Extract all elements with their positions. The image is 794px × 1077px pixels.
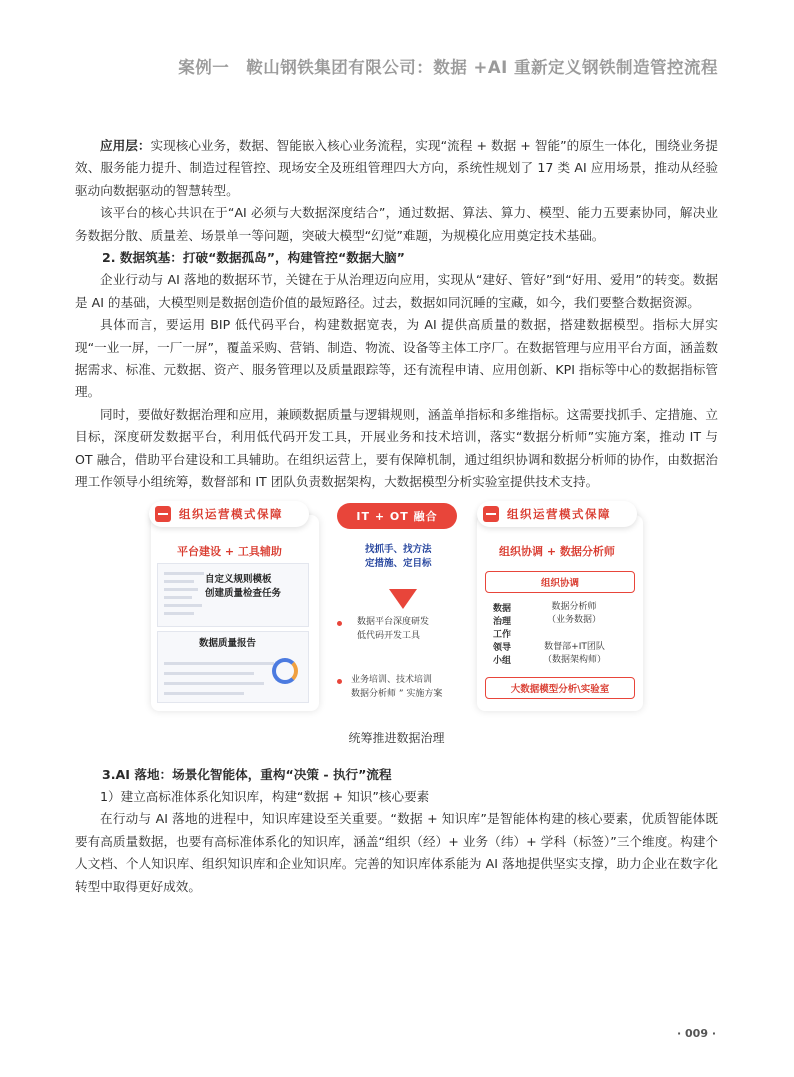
app-layer-text: 实现核心业务，数据、智能嵌入核心业务流程，实现“流程 + 数据 + 智能”的原生一体化，围绕业务提效、服务能力提升、制造过程管控、现场安全及班组管理四大方向，系统性规划了 17 类 AI 应用场景，推动从经验驱动向数据驱动的智慧转型。 [75,138,718,198]
sheet-line [164,612,194,615]
quality-report-callout: 数据质量报告 [199,637,257,649]
training-line: 业务培训、技术培训 [351,674,433,685]
governance-group-label [493,603,511,668]
main-content [75,135,718,898]
right-panel [477,506,643,711]
governance-char: 治理 [493,616,512,627]
training-text [351,673,442,701]
sheet-line [164,596,192,599]
left-panel [151,506,319,711]
org-coordination-box: 组织协调 [485,571,635,593]
subsection-heading: 1）建立高标准体系化知识库，构建“数据 + 知识”核心要素 [100,788,430,804]
left-header-text: 组织运营模式保障 [179,506,283,521]
sheet-line [164,588,198,591]
sheet-line [164,580,194,583]
paragraph-app-layer [75,135,718,202]
app-layer-label: 应用层： [100,138,151,153]
group-line: （数据架构师） [543,654,607,665]
sheet-line [164,572,204,575]
sheet-line [164,682,264,685]
paragraph-data-governance: 同时，要做好数据治理和应用，兼顾数据质量与逻辑规则，涵盖单指标和多维指标。这需要找抓手、定措施、立目标，深度研发数据平台，利用低代码开发工具，开展业务和技术培训，落实“数据分析师”实施方案，推动 IT 与 OT 融合，借助平台建设和工具辅助。在组织运营上，要有保障机制，通过组织协调和数据分析师的协作，由数据治理工作领导小组统筹，数督部和 IT 团队负责数据架构，大数据模型分析实验室提供技术支持。 [75,406,718,490]
right-panel-header [477,501,637,527]
down-arrow-icon [389,589,417,609]
panel-icon [483,506,499,522]
group-line: 数据分析师 [551,601,597,612]
paragraph-consensus: 该平台的核心共识在于“AI 必须与大数据深度结合”，通过数据、算法、算力、模型、能力五要素协同，解决业务数据分散、质量差、场景单一等问题，突破大模型“幻觉”难题，为规模化应用奠定技术基础。 [75,205,718,243]
paragraph-bip-platform: 具体而言，要运用 BIP 低代码平台，构建数据宽表，为 AI 提供高质量的数据，搭建数据模型。指标大屏实现“一业一屏，一厂一屏”，覆盖采购、营销、制造、物流、设备等主体工序厂。在数据管理与应用平台方面，涵盖数据需求、标准、元数据、资产、服务管理以及质量跟踪等，还有流程申请、应用创新、KPI 指标等中心的数据指标管理。 [75,317,718,400]
callout-line: 自定义规则模板 [205,573,272,585]
paragraph-data-link: 企业行动与 AI 落地的数据环节，关键在于从治理迈向应用，实现从“建好、管好”到“好用、爱用”的转变。数据是 AI 的基础，大模型则是数据创造价值的最短路径。过去，数据如同沉睡的宝藏，如今，我们要整合数据资源。 [75,272,718,310]
rule-template-callout [205,573,281,601]
left-subtitle: 平台建设 + 工具辅助 [177,544,282,558]
measures-text [365,543,432,571]
left-panel-header [149,501,309,527]
governance-char: 领导 [493,642,512,653]
right-subtitle: 组织协调 + 数据分析师 [499,544,615,558]
bullet-dot [337,621,342,626]
big-data-lab-box: 大数据模型分析\实验室 [485,677,635,699]
governance-char: 工作 [493,629,512,640]
bullet-dot [337,679,342,684]
sheet-line [164,692,244,695]
donut-chart-icon [272,658,298,684]
governance-figure [75,507,718,707]
it-team-group [543,641,606,667]
panel-icon [155,506,171,522]
running-header: 案例一 鞍山钢铁集团有限公司：数据 +AI 重新定义钢铁制造管控流程 [178,58,718,77]
platform-dev-text [357,615,429,643]
measures-line: 定措施、定目标 [365,557,432,569]
page-number: · 009 · [677,1027,716,1040]
group-line: （业务数据） [547,614,602,625]
governance-char: 数据 [493,603,512,614]
paragraph-knowledge-base: 在行动与 AI 落地的进程中，知识库建设至关重要。“数据 + 知识库”是智能体构建的核心要素，优质智能体既要有高质量数据，也要有高标准体系化的知识库，涵盖“组织（经）+ 业务（纬）+ 学科（标签）”三个维度。构建个人文档、个人知识库、组织知识库和企业知识库。完善的知识库体系能为 AI 落地提供坚实支撑，助力企业在数字化转型中取得更好成效。 [75,811,718,894]
section-heading-3: 3.AI 落地：场景化智能体，重构“决策 - 执行”流程 [102,766,392,782]
measures-line: 找抓手、找方法 [365,543,432,555]
sheet-line [164,672,254,675]
callout-line: 创建质量检查任务 [205,587,282,599]
platform-dev-line: 数据平台深度研发 [357,616,430,627]
figure-caption: 统筹推进数据治理 [348,730,445,745]
right-header-text: 组织运营模式保障 [507,506,611,521]
data-analyst-group [547,601,601,627]
platform-dev-line: 低代码开发工具 [357,630,421,641]
it-ot-fusion-pill: IT + OT 融合 [337,503,457,529]
sheet-line [164,604,202,607]
sheet-line [164,662,274,665]
section-heading-2: 2. 数据筑基：打破“数据孤岛”，构建管控“数据大脑” [102,250,405,266]
governance-char: 小组 [493,655,512,666]
group-line: 数督部+IT团队 [544,641,605,652]
training-line: 数据分析师 ” 实施方案 [351,688,443,699]
